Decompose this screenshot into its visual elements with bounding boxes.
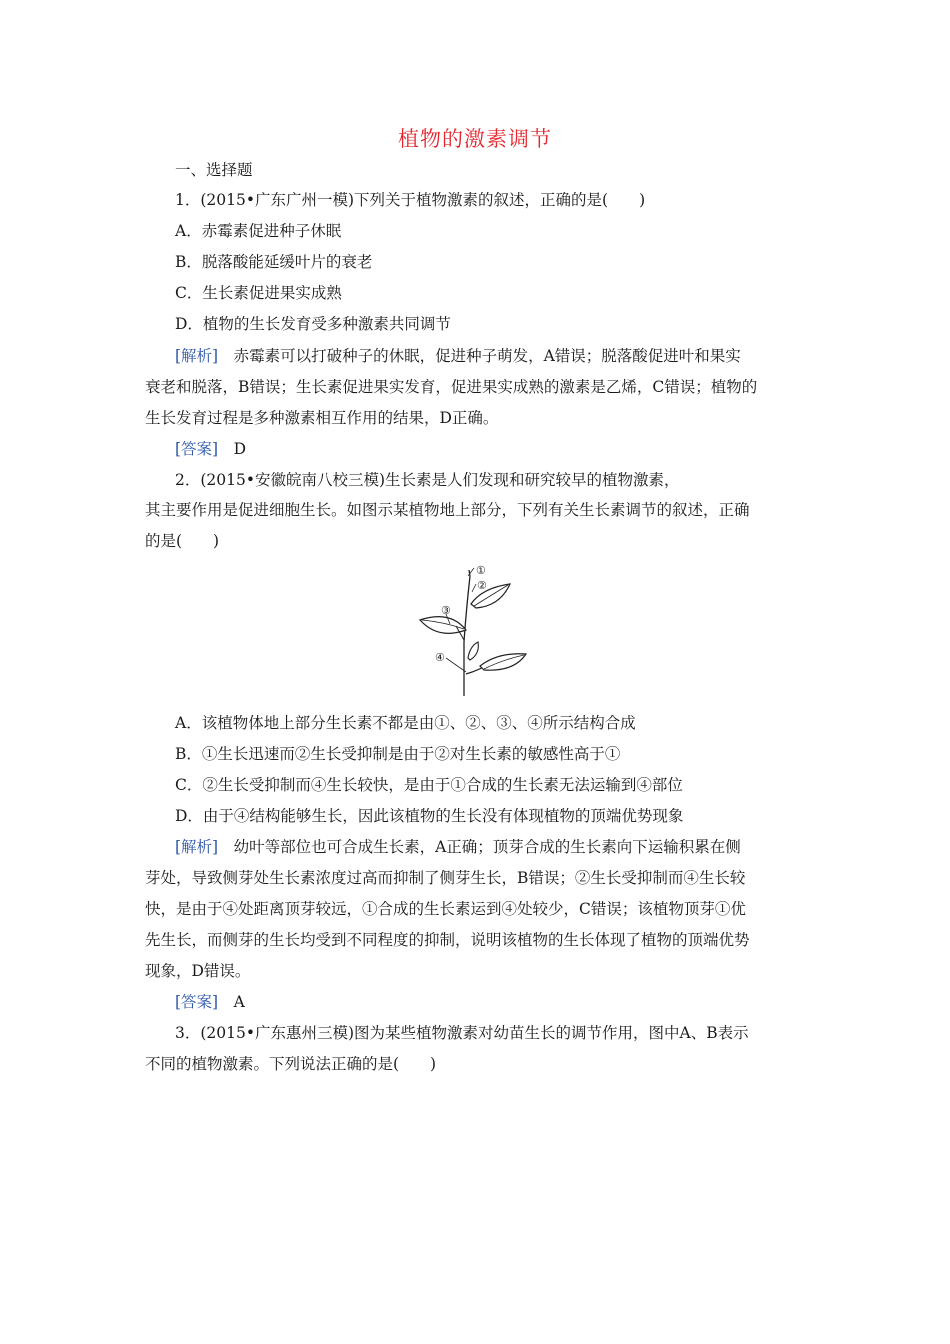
q1-analysis-line-1: [解析] 赤霉素可以打破种子的休眠，促进种子萌发，A错误；脱落酸促进叶和果实 (175, 347, 741, 365)
q2-option-a: A．该植物体地上部分生长素不都是由①、②、③、④所示结构合成 (175, 714, 636, 732)
q1-answer-tag: [答案] (175, 440, 219, 458)
q1-analysis-tag: [解析] (175, 347, 219, 365)
q1-stem: 1．(2015•广东广州一模)下列关于植物激素的叙述，正确的是( ) (175, 191, 646, 209)
q1-option-c: C．生长素促进果实成熟 (175, 284, 342, 302)
q1-option-a: A．赤霉素促进种子休眠 (175, 222, 342, 240)
q2-option-d: D．由于④结构能够生长，因此该植物的生长没有体现植物的顶端优势现象 (175, 807, 684, 825)
q3-stem-line-1: 3．(2015•广东惠州三模)图为某些植物激素对幼苗生长的调节作用，图中A、B表示 (175, 1024, 749, 1042)
q2-stem-line-1: 2．(2015•安徽皖南八校三模)生长素是人们发现和研究较早的植物激素， (175, 471, 680, 489)
plant-diagram (410, 562, 530, 702)
q2-option-b: B．①生长迅速而②生长受抑制是由于②对生长素的敏感性高于① (175, 745, 621, 763)
q2-analysis-line-5: 现象，D错误。 (145, 962, 251, 980)
q2-analysis-line-4: 先生长，而侧芽的生长均受到不同程度的抑制，说明该植物的生长体现了植物的顶端优势 (145, 931, 750, 949)
q2-analysis-line-2: 芽处，导致侧芽处生长素浓度过高而抑制了侧芽生长，B错误；②生长受抑制而④生长较 (145, 869, 746, 887)
q2-option-c: C．②生长受抑制而④生长较快，是由于①合成的生长素无法运输到④部位 (175, 776, 683, 794)
q1-option-d: D．植物的生长发育受多种激素共同调节 (175, 315, 451, 333)
page-title: 植物的激素调节 (398, 127, 552, 151)
q3-stem-line-2: 不同的植物激素。下列说法正确的是( ) (145, 1055, 437, 1073)
main-stem (464, 576, 470, 696)
bud-small (468, 642, 478, 660)
label-2: ② (477, 579, 487, 592)
q1-option-b: B．脱落酸能延缓叶片的衰老 (175, 253, 373, 271)
q1-answer: [答案] D (175, 440, 247, 458)
q2-analysis-line-1: [解析] 幼叶等部位也可合成生长素，A正确；顶芽合成的生长素向下运输积累在侧 (175, 838, 741, 856)
label-3: ③ (441, 604, 451, 617)
q2-stem-line-3: 的是( ) (145, 532, 220, 550)
q1-analysis-line-3: 生长发育过程是多种激素相互作用的结果，D正确。 (145, 409, 499, 427)
label-1: ① (476, 564, 486, 577)
q2-answer: [答案] A (175, 993, 245, 1011)
q2-analysis-line-3: 快，是由于④处距离顶芽较远，①合成的生长素运到④处较少，C错误；该植物顶芽①优 (145, 900, 746, 918)
q2-answer-tag: [答案] (175, 993, 219, 1011)
q2-analysis-tag: [解析] (175, 838, 219, 856)
q1-analysis-line-2: 衰老和脱落，B错误；生长素促进果实发育，促进果实成熟的激素是乙烯，C错误；植物的 (145, 378, 758, 396)
label-4: ④ (435, 651, 445, 664)
q2-stem-line-2: 其主要作用是促进细胞生长。如图示某植物地上部分，下列有关生长素调节的叙述，正确 (145, 501, 750, 519)
section-heading: 一、选择题 (175, 161, 253, 179)
